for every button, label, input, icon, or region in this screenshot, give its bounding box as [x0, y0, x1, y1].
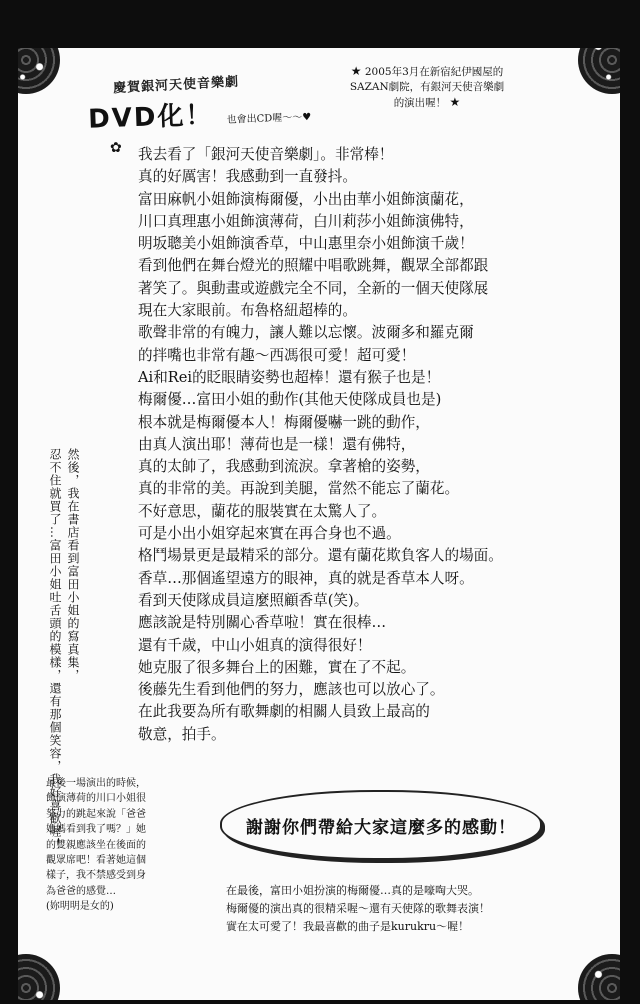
- flower-icon: ✿: [110, 140, 122, 156]
- bottom-left-note: [46, 776, 216, 915]
- text-line: 根本就是梅爾優本人！梅爾優嚇一跳的動作，: [138, 413, 430, 431]
- note-line: 最後一場演出的時候，: [46, 778, 146, 789]
- note-line: 實在太可愛了！我最喜歡的曲子是kurukru～喔！: [226, 920, 470, 933]
- header-dvd-line: [87, 89, 358, 135]
- text-line: 由真人演出耶！薄荷也是一樣！還有佛特，: [138, 435, 416, 453]
- star-icon: ★: [449, 95, 461, 109]
- main-text: [138, 144, 616, 746]
- text-line: 香草…那個遙望遠方的眼神，真的就是香草本人呀。: [138, 569, 474, 587]
- text-line: 可是小出小姐穿起來實在再合身也不過。: [138, 525, 401, 543]
- announcement-line: ★ 2005年3月在新宿紀伊國屋的: [350, 64, 504, 78]
- announcement-line: 的演出喔！ ★: [393, 95, 461, 109]
- side-note-column-1: 然後，我在書店看到富田小姐的寫真集，: [66, 448, 80, 682]
- text-line: 敬意，拍手。: [138, 725, 226, 743]
- text-line: 川口真理惠小姐飾演薄荷，白川莉莎小姐飾演佛特，: [138, 212, 474, 230]
- text-line: 的拌嘴也非常有趣～西馮很可愛！超可愛！: [138, 346, 416, 364]
- text-line: 應該說是特別關心香草啦！實在很棒…: [138, 614, 387, 632]
- header-title: 慶賀銀河天使音樂劇: [112, 74, 240, 97]
- note-line: (妳明明是女的): [46, 901, 114, 913]
- bottom-right-note: [226, 882, 576, 936]
- text-line: 真的好厲害！我感動到一直發抖。: [138, 168, 357, 186]
- note-line: 飾演薄荷的川口小姐很: [46, 793, 146, 805]
- cd-note: 也會出CD喔～～♥: [226, 111, 312, 126]
- note-line: 梅爾優的演出真的很精采喔～還有天使隊的歌舞表演！: [226, 902, 490, 915]
- text-line: 在此我要為所有歌舞劇的相關人員致上最高的: [138, 703, 430, 721]
- note-line: 的雙親應該坐在後面的: [46, 839, 146, 851]
- text-line: 明坂聰美小姐飾演香草，中山惠里奈小姐飾演千歲！: [138, 235, 474, 253]
- lace-corner-decoration: [578, 954, 620, 1000]
- lace-corner-decoration: [18, 954, 60, 1000]
- text-line: 不好意思，蘭花的服裝實在太驚人了。: [138, 502, 387, 520]
- text-line: 著笑了。與動畫或遊戲完全不同，全新的一個天使隊展: [138, 279, 489, 297]
- note-line: 觀眾席吧！看著她這個: [46, 855, 146, 867]
- text-line: 格鬥場景更是最精采的部分。還有蘭花欺負客人的場面。: [138, 547, 503, 565]
- text-line: 我去看了「銀河天使音樂劇」。非常棒！: [138, 146, 394, 163]
- manga-page: [18, 48, 620, 1000]
- note-line: 在最後，富田小姐扮演的梅爾優…真的是嚎啕大哭。: [226, 884, 479, 897]
- note-line: 努力的跳起來說「爸爸: [46, 808, 146, 820]
- announcement-box: [322, 64, 532, 111]
- text-line: 現在大家眼前。布魯格紐超棒的。: [138, 302, 357, 320]
- note-line: 為爸爸的感覺…: [46, 885, 116, 897]
- text-line: 她克服了很多舞台上的困難，實在了不起。: [138, 658, 416, 676]
- text-line: 後藤先生看到他們的努力，應該也可以放心了。: [138, 681, 445, 699]
- dvd-heading: DVD化！: [87, 100, 214, 135]
- text-line: 富田麻帆小姐飾演梅爾優，小出由華小姐飾演蘭花，: [138, 190, 474, 208]
- thanks-banner: 謝謝你們帶給大家這麼多的感動！: [220, 790, 542, 860]
- text-line: 歌聲非常的有魄力，讓人難以忘懷。波爾多和羅克爾: [138, 324, 474, 342]
- announcement-line: SAZAN劇院，有銀河天使音樂劇: [349, 81, 505, 93]
- note-line: 媽媽看到我了嗎？」她: [46, 824, 146, 836]
- lace-corner-decoration: [578, 48, 620, 94]
- text-line: 真的非常的美。再說到美腿，當然不能忘了蘭花。: [138, 480, 460, 498]
- text-line: 看到天使隊成員這麼照顧香草(笑)。: [138, 591, 369, 609]
- side-note-column-2: 忍不住就買了…富田小姐吐舌頭的模樣，還有那個笑容，我好喜歡喔！: [48, 448, 62, 851]
- text-line: 看到他們在舞台燈光的照耀中唱歌跳舞，觀眾全部都跟: [138, 257, 489, 275]
- text-line: 真的太帥了，我感動到流淚。拿著槍的姿勢，: [138, 458, 430, 476]
- note-line: 樣子，我不禁感受到身: [46, 870, 146, 882]
- star-icon: ★: [350, 64, 362, 78]
- text-line: 還有千歲，中山小姐真的演得很好！: [138, 636, 372, 654]
- text-line: 梅爾優…富田小姐的動作(其他天使隊成員也是): [138, 391, 442, 409]
- text-line: Ai和Rei的眨眼睛姿勢也超棒！還有猴子也是！: [138, 368, 441, 386]
- lace-corner-decoration: [18, 48, 60, 94]
